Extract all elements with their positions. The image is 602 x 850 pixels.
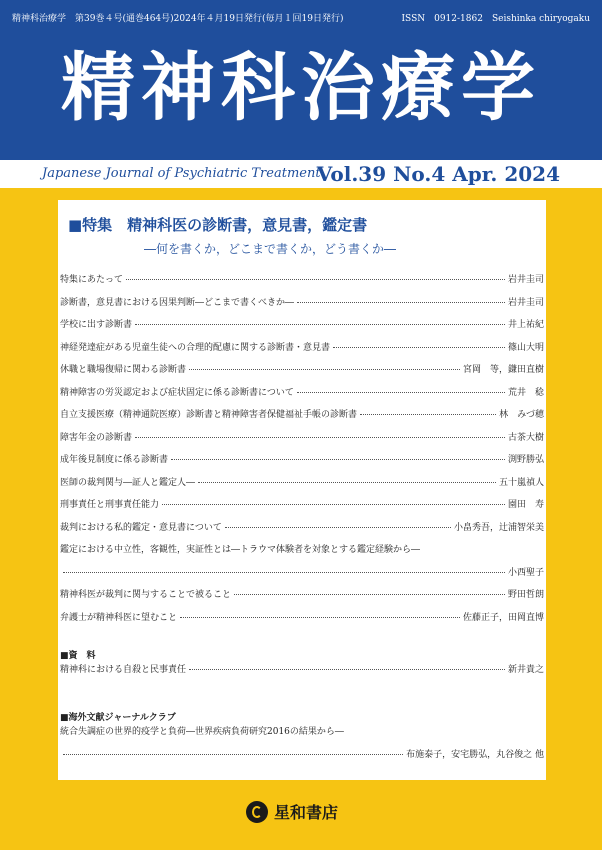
leader-dots <box>297 392 505 393</box>
toc-row <box>60 475 544 498</box>
cover-header <box>0 0 602 160</box>
toc-title: 精神障害の労災認定および症状固定に係る診断書について <box>60 387 294 398</box>
toc-title: 学校に出す診断書 <box>60 320 133 330</box>
toc-author: 宮岡 等，鎌田直樹 <box>462 365 544 375</box>
toc-title: 障害年金の診断書 <box>60 432 133 443</box>
issue-info: 精神科治療学 第39巻４号(通巻464号)2024年４月19日発行(毎月１回19日発行) <box>12 14 344 24</box>
toc-row <box>60 565 544 588</box>
toc-author: 荒井 稔 <box>507 387 544 398</box>
leader-dots <box>63 754 403 755</box>
leader-dots <box>225 527 451 528</box>
journal-title: 精神科治療学 <box>61 45 541 131</box>
volume-info: Vol.39 No.4 Apr. 2024 <box>316 162 560 186</box>
toc-author: 佐藤正子，田岡直博 <box>462 612 544 623</box>
toc-author: 五十嵐禎人 <box>498 477 544 488</box>
publisher <box>246 800 338 823</box>
toc-title: 精神科医が裁判に関与することで被ること <box>60 590 232 600</box>
journal-club-heading: ■海外文献ジャーナルクラブ <box>60 713 176 723</box>
toc-title: 鑑定における中立性，客観性，実証性とは―トラウマ体験者を対象とする鑑定経験から― <box>60 545 421 555</box>
toc-author: 林 みづ穂 <box>499 410 544 420</box>
issue-meta <box>12 11 590 24</box>
leader-dots <box>135 437 505 438</box>
feature-title: ■特集 精神科医の診断書，意見書，鑑定書 <box>68 216 368 234</box>
toc-author: 野田哲朗 <box>507 590 544 600</box>
toc-row <box>60 662 544 685</box>
feature-subtitle: ―何を書くか，どこまで書くか，どう書くか― <box>144 242 397 256</box>
toc-title: 成年後見制度に係る診断書 <box>60 455 169 465</box>
toc-author: 渕野勝弘 <box>507 455 544 465</box>
subtitle-bar <box>0 160 602 188</box>
toc-row <box>60 610 544 633</box>
table-of-contents <box>60 272 544 632</box>
toc-author: 小西聖子 <box>507 567 544 578</box>
leader-dots <box>234 594 505 595</box>
toc-title: 統合失調症の世界的疫学と負荷―世界疾病負荷研究2016の結果から― <box>60 727 344 737</box>
toc-row <box>60 724 544 747</box>
toc-row <box>60 587 544 610</box>
leader-dots <box>126 279 505 280</box>
english-title: Japanese Journal of Psychiatric Treatment <box>42 166 321 181</box>
toc-row <box>60 452 544 475</box>
toc-row <box>60 385 544 408</box>
toc-title: 特集にあたって <box>60 275 124 285</box>
toc-author: 布施泰子，安宅勝弘，丸谷俊之 他 <box>406 749 544 760</box>
leader-dots <box>333 347 505 348</box>
toc-title: 診断書，意見書における因果判断―どこまで書くべきか― <box>60 297 295 308</box>
toc-title: 精神科における自殺と民事責任 <box>60 665 187 675</box>
materials-list <box>60 662 544 685</box>
leader-dots <box>162 504 505 505</box>
toc-author: 井上祐紀 <box>507 320 544 330</box>
toc-title: 休職と職場復帰に関わる診断書 <box>60 365 187 375</box>
leader-dots <box>180 617 460 618</box>
toc-row <box>60 747 544 770</box>
toc-row <box>60 542 544 565</box>
issn-info: ISSN 0912-1862 Seishinka chiryogaku <box>401 14 590 24</box>
toc-title: 刑事責任と刑事責任能力 <box>60 500 160 510</box>
leader-dots <box>189 669 505 670</box>
toc-author: 岩井圭司 <box>507 297 544 308</box>
leader-dots <box>360 414 496 415</box>
leader-dots <box>297 302 505 303</box>
leader-dots <box>189 369 460 370</box>
toc-row <box>60 272 544 295</box>
toc-author: 園田 寿 <box>507 500 544 510</box>
toc-title: 神経発達症がある児童生徒への合理的配慮に関する診断書・意見書 <box>60 342 331 353</box>
toc-author: 小畠秀吾，辻浦智栄美 <box>453 522 544 533</box>
toc-row <box>60 317 544 340</box>
leader-dots <box>171 459 505 460</box>
toc-row <box>60 497 544 520</box>
journal-club-list <box>60 724 544 769</box>
toc-row <box>60 340 544 363</box>
toc-author: 篠山大明 <box>507 342 544 353</box>
toc-title: 自立支援医療（精神通院医療）診断書と精神障害者保健福祉手帳の診断書 <box>60 410 358 420</box>
toc-author: 新井貴之 <box>507 665 544 675</box>
toc-author: 岩井圭司 <box>507 275 544 285</box>
toc-row <box>60 430 544 453</box>
toc-row <box>60 520 544 543</box>
leader-dots <box>198 482 496 483</box>
toc-row <box>60 362 544 385</box>
toc-row <box>60 407 544 430</box>
toc-title: 弁護士が精神科医に望むこと <box>60 612 178 623</box>
toc-title: 裁判における私的鑑定・意見書について <box>60 522 222 533</box>
toc-row <box>60 295 544 318</box>
publisher-name: 星和書店 <box>274 803 339 822</box>
toc-author: 古茶大樹 <box>507 432 544 443</box>
toc-title: 医師の裁判関与―証人と鑑定人― <box>60 477 196 488</box>
materials-heading: ■資 料 <box>60 651 96 661</box>
contents-panel <box>58 200 546 780</box>
leader-dots <box>63 572 505 573</box>
publisher-logo-icon <box>246 801 268 823</box>
leader-dots <box>135 324 505 325</box>
